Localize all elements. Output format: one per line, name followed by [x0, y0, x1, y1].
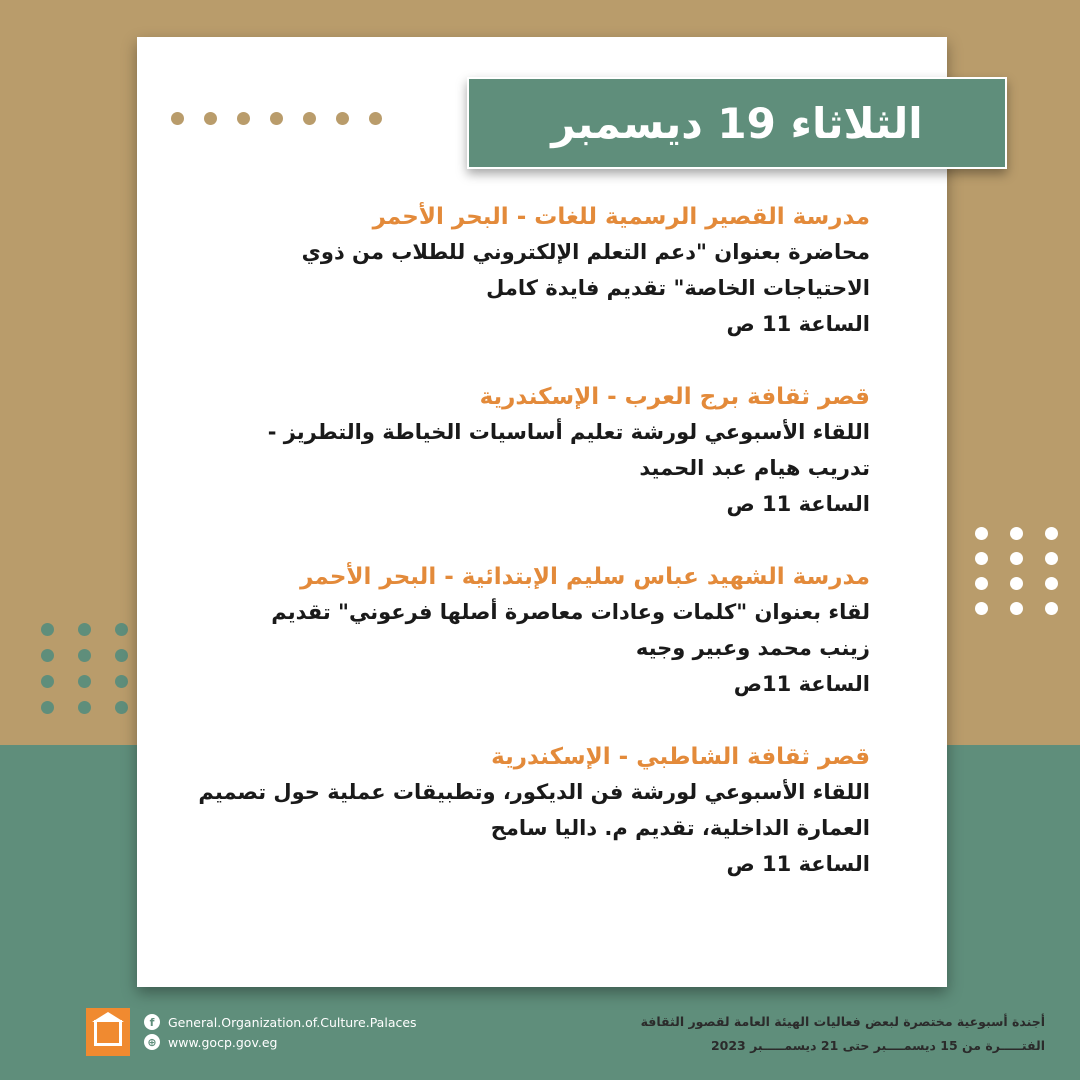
date-banner	[467, 77, 1007, 169]
event-description-line: تدريب هيام عبد الحميد	[639, 456, 870, 480]
website-link[interactable]	[144, 1034, 417, 1050]
facebook-handle: General.Organization.of.Culture.Palaces	[168, 1014, 417, 1030]
website-url: www.gocp.gov.eg	[168, 1034, 278, 1050]
globe-icon: ⊕	[144, 1034, 160, 1050]
facebook-icon: f	[144, 1014, 160, 1030]
decorative-dots-right	[975, 527, 1080, 615]
agenda-title: أجندة أسبوعية مختصرة لبعض فعاليات الهيئة العامة لقصور الثقافة	[640, 1014, 1045, 1029]
event-description-line: الاحتياجات الخاصة" تقديم فايدة كامل	[486, 276, 870, 300]
event-venue: قصر ثقافة الشاطبي - الإسكندرية	[491, 744, 870, 770]
event-item	[180, 740, 870, 882]
event-item	[180, 560, 870, 702]
event-item	[180, 200, 870, 342]
event-time: الساعة 11 ص	[726, 312, 870, 336]
event-description-line: محاضرة بعنوان "دعم التعلم الإلكتروني للطلاب من ذوي	[301, 240, 870, 264]
event-description-line: زينب محمد وعبير وجيه	[635, 636, 870, 660]
facebook-link[interactable]	[144, 1014, 417, 1030]
event-time: الساعة 11ص	[733, 672, 870, 696]
footer-agenda	[641, 1010, 1045, 1058]
event-time: الساعة 11 ص	[726, 492, 870, 516]
contact-list	[144, 1014, 417, 1050]
event-description-line: العمارة الداخلية، تقديم م. داليا سامح	[490, 816, 870, 840]
date-title: الثلاثاء 19 ديسمبر	[551, 98, 923, 148]
event-venue: مدرسة القصير الرسمية للغات - البحر الأحمر	[372, 204, 870, 230]
event-time: الساعة 11 ص	[726, 852, 870, 876]
event-item	[180, 380, 870, 522]
decorative-dots-left	[41, 623, 128, 714]
event-venue: قصر ثقافة برج العرب - الإسكندرية	[479, 384, 870, 410]
decorative-dot-row	[171, 112, 382, 125]
event-venue: مدرسة الشهيد عباس سليم الإبتدائية - البحر الأحمر	[300, 564, 870, 590]
footer-contact	[86, 1008, 417, 1056]
event-description-line: اللقاء الأسبوعي لورشة تعليم أساسيات الخياطة والتطريز -	[267, 420, 870, 444]
event-description-line: اللقاء الأسبوعي لورشة فن الديكور، وتطبيقات عملية حول تصميم	[198, 780, 870, 804]
event-description-line: لقاء بعنوان "كلمات وعادات معاصرة أصلها فرعوني" تقديم	[271, 600, 870, 624]
agenda-period: الفتـــــرة من 15 ديسمــــبر حتى 21 ديسمـــــبر 2023	[710, 1038, 1045, 1053]
events-list	[180, 200, 870, 920]
gocp-logo-icon	[86, 1008, 130, 1056]
